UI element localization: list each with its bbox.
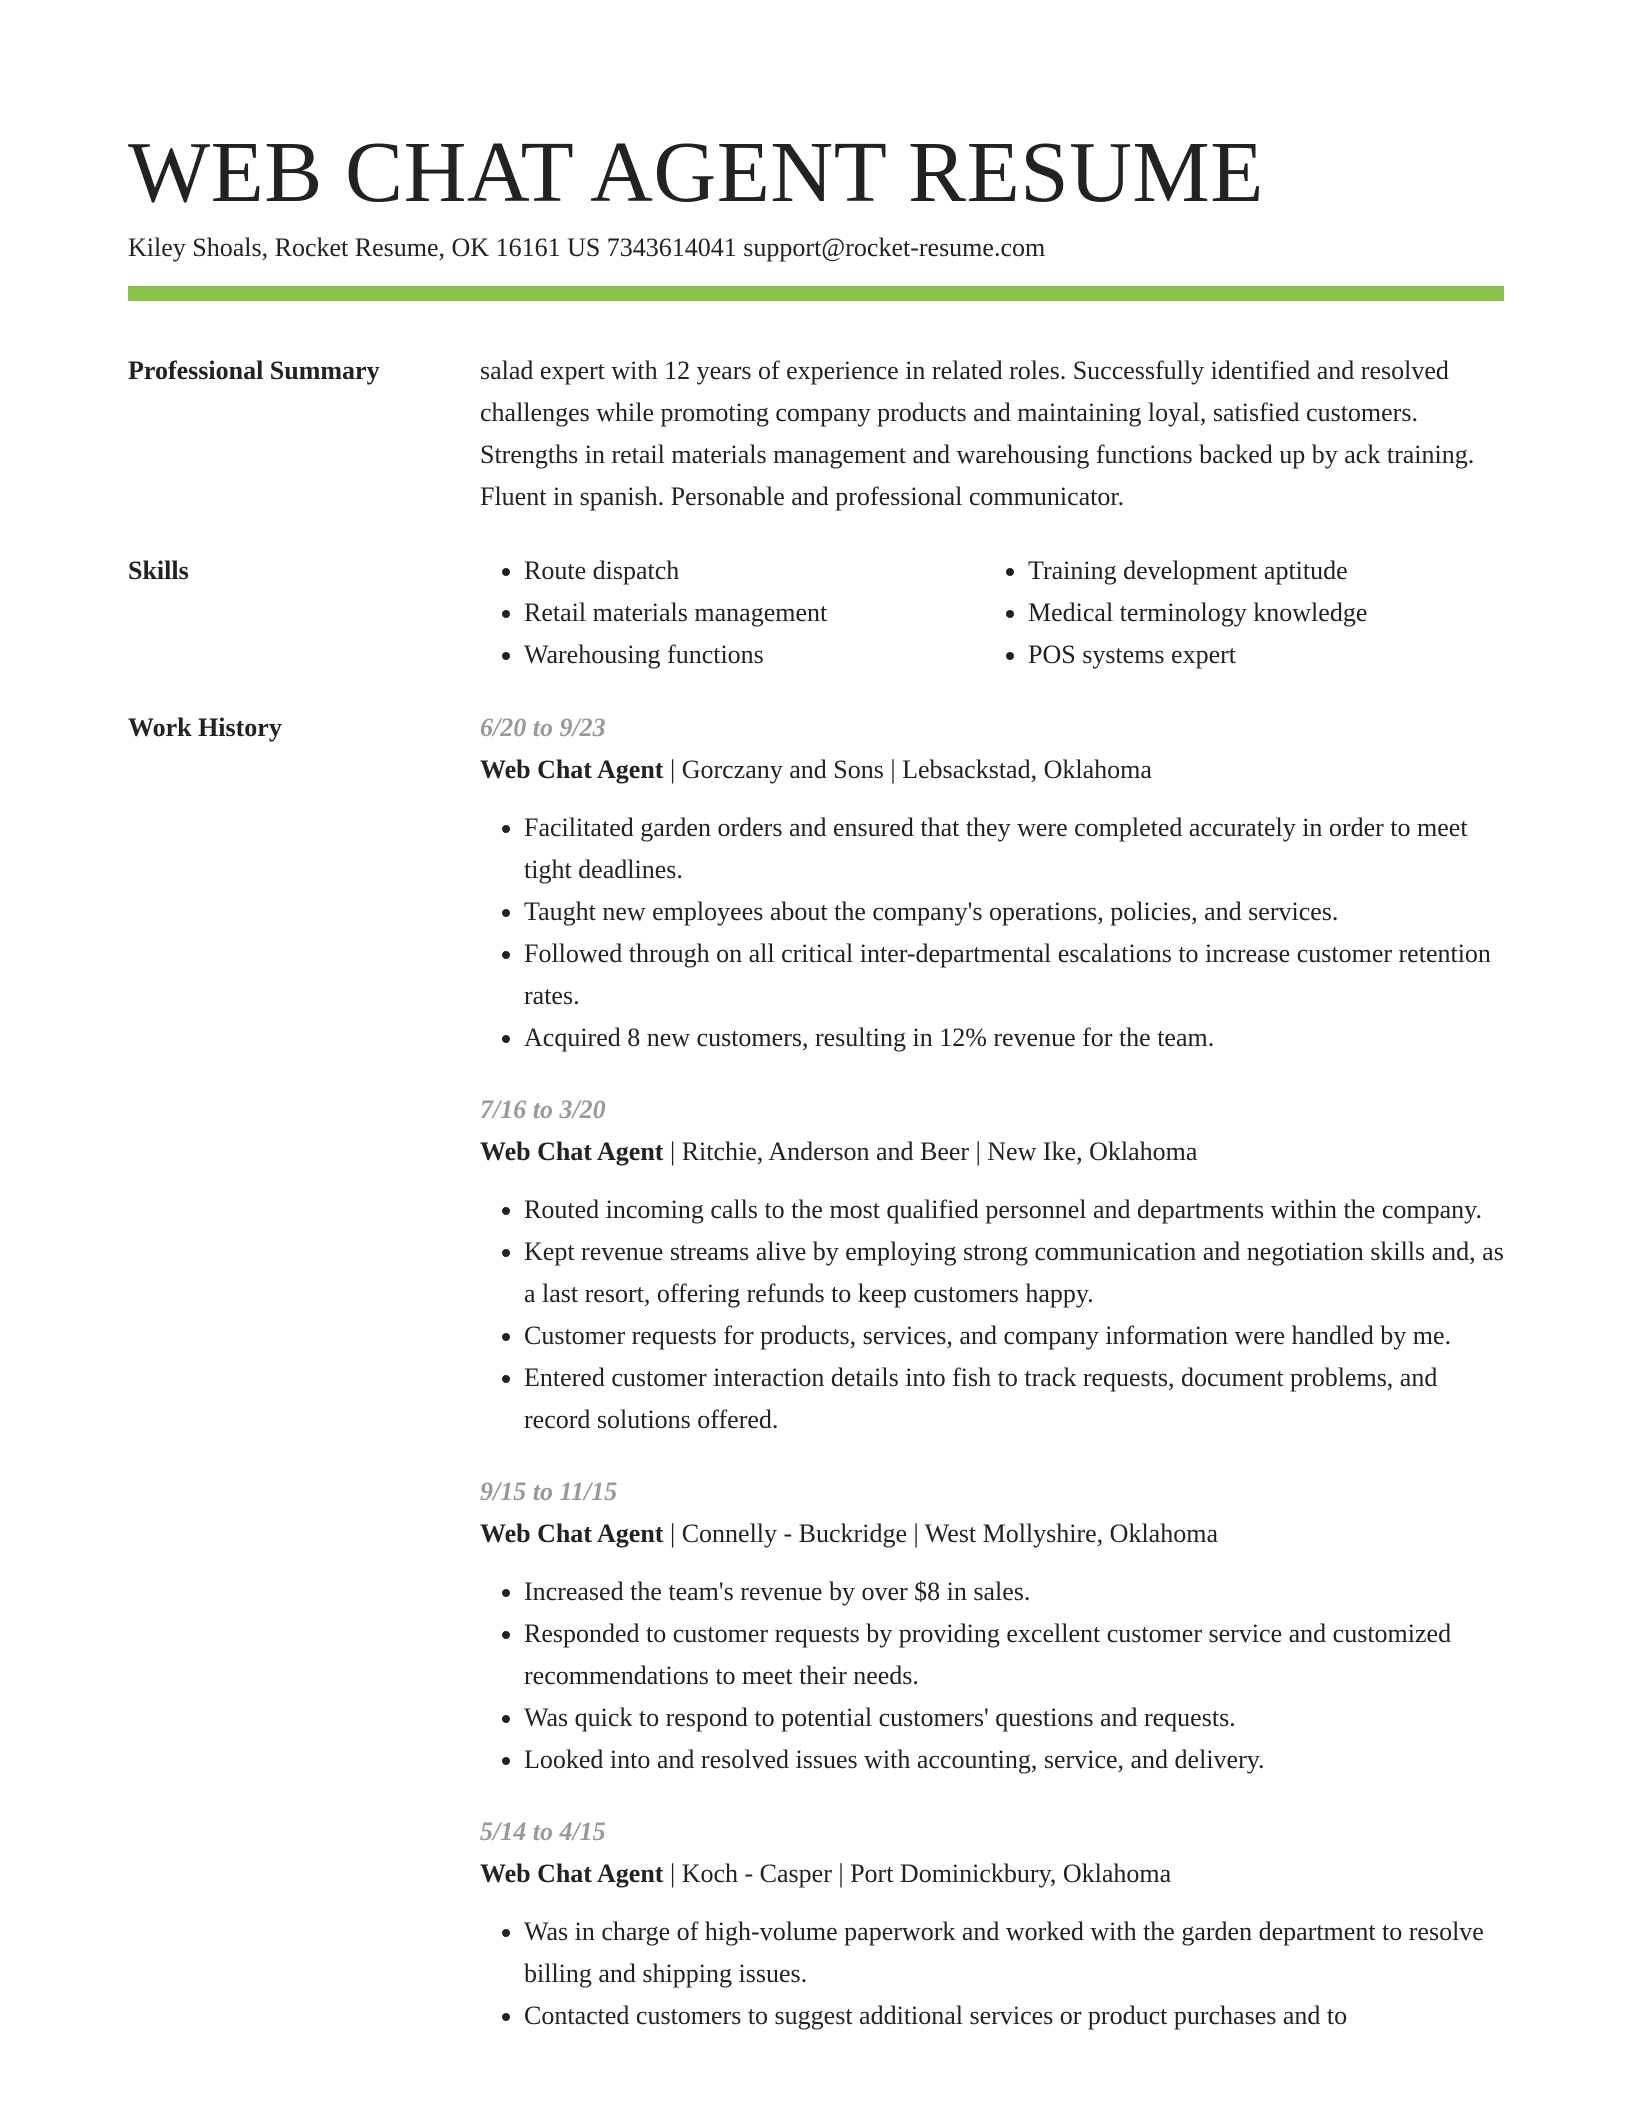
work-history-label: Work History <box>128 713 282 742</box>
skills-list-right <box>984 550 1504 676</box>
job-bullet: • Acquired 8 new customers, resulting in 12% revenue for the team. <box>524 1017 1504 1059</box>
job-bullet: • Was in charge of high-volume paperwork and worked with the garden department to resolve billing and shipping issues. <box>524 1911 1504 1995</box>
job-bullet: • Was quick to respond to potential customers' questions and requests. <box>524 1697 1504 1739</box>
job-bullet: • Taught new employees about the company's operations, policies, and services. <box>524 891 1504 933</box>
job-dates: 7/16 to 3/20 <box>480 1095 606 1124</box>
job-location: New Ike, Oklahoma <box>987 1137 1198 1166</box>
job-bullet: • Kept revenue streams alive by employing strong communication and negotiation skills and, as a last resort, offering refunds to keep customers happy. <box>524 1231 1504 1315</box>
job-bullet: • Contacted customers to suggest additional services or product purchases and to <box>524 1995 1504 2037</box>
summary-body <box>480 350 1504 518</box>
job-dates: 5/14 to 4/15 <box>480 1817 606 1846</box>
job-bullet: • Followed through on all critical inter-departmental escalations to increase customer retention rates. <box>524 933 1504 1017</box>
job-entry <box>480 1471 1504 1781</box>
accent-divider <box>128 286 1504 301</box>
job-company: Connelly - Buckridge <box>681 1519 907 1548</box>
contact-line: Kiley Shoals, Rocket Resume, OK 16161 US 7343614041 support@rocket-resume.com <box>128 233 1046 262</box>
job-entry <box>480 1089 1504 1441</box>
job-bullet: • Customer requests for products, services, and company information were handled by me. <box>524 1315 1504 1357</box>
job-location: Lebsackstad, Oklahoma <box>902 755 1152 784</box>
job-title: Web Chat Agent <box>480 1859 664 1888</box>
job-bullet: • Looked into and resolved issues with accounting, service, and delivery. <box>524 1739 1504 1781</box>
job-bullet: • Facilitated garden orders and ensured that they were completed accurately in order to meet tight deadlines. <box>524 807 1504 891</box>
job-dates: 9/15 to 11/15 <box>480 1477 618 1506</box>
job-heading <box>480 1853 1504 1895</box>
job-bullets <box>480 1189 1504 1441</box>
job-bullet: • Increased the team's revenue by over $8 in sales. <box>524 1571 1504 1613</box>
job-bullets <box>480 807 1504 1059</box>
job-company: Ritchie, Anderson and Beer <box>681 1137 970 1166</box>
separator: | <box>669 1519 676 1548</box>
job-heading <box>480 1131 1504 1173</box>
job-company: Koch - Casper <box>681 1859 832 1888</box>
separator: | <box>838 1859 844 1888</box>
job-bullet: • Responded to customer requests by providing excellent customer service and customized recommendations to meet their needs. <box>524 1613 1504 1697</box>
summary-text: salad expert with 12 years of experience in related roles. Successfully identified and resolved challenges while promoting company products and maintaining loyal, satisfied customers. Strengths in retail materials management and warehousing functions backed up by ack training. Fluent in spanish. Personable and professional communicator. <box>480 356 1475 511</box>
job-entry <box>480 707 1504 1059</box>
job-dates: 6/20 to 9/23 <box>480 713 606 742</box>
job-heading <box>480 749 1504 791</box>
job-company: Gorczany and Sons <box>681 755 884 784</box>
job-heading <box>480 1513 1504 1555</box>
skill-item: • Route dispatch <box>524 550 984 592</box>
skills-list-left <box>480 550 984 676</box>
job-bullet: • Routed incoming calls to the most qualified personnel and departments within the company. <box>524 1189 1504 1231</box>
skill-item: • Medical terminology knowledge <box>1028 592 1504 634</box>
job-bullets <box>480 1911 1504 2037</box>
skill-item: • Retail materials management <box>524 592 984 634</box>
job-location: West Mollyshire, Oklahoma <box>924 1519 1218 1548</box>
work-history-body <box>480 707 1504 2067</box>
job-title: Web Chat Agent <box>480 755 664 784</box>
job-bullets <box>480 1571 1504 1781</box>
separator: | <box>669 755 676 784</box>
separator: | <box>890 755 896 784</box>
job-title: Web Chat Agent <box>480 1519 664 1548</box>
separator: | <box>669 1137 676 1166</box>
job-entry <box>480 1811 1504 2037</box>
skill-item: • POS systems expert <box>1028 634 1504 676</box>
separator: | <box>913 1519 919 1548</box>
resume-title: WEB CHAT AGENT RESUME <box>128 123 1264 220</box>
job-title: Web Chat Agent <box>480 1137 664 1166</box>
separator: | <box>975 1137 981 1166</box>
separator: | <box>669 1859 676 1888</box>
skill-item: • Warehousing functions <box>524 634 984 676</box>
job-bullet: • Entered customer interaction details into fish to track requests, document problems, and record solutions offered. <box>524 1357 1504 1441</box>
skills-body <box>480 550 1504 676</box>
skill-item: • Training development aptitude <box>1028 550 1504 592</box>
skills-label: Skills <box>128 556 189 585</box>
job-location: Port Dominickbury, Oklahoma <box>850 1859 1172 1888</box>
summary-label: Professional Summary <box>128 356 380 385</box>
